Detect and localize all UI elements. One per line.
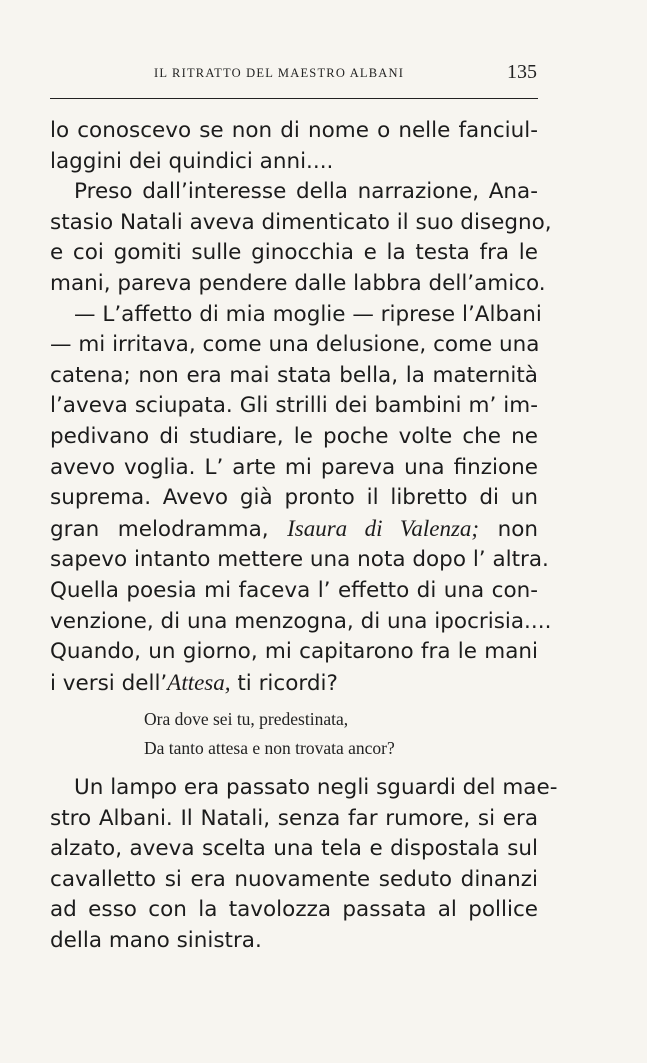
text-line: stro Albani. Il Natali, senza far rumore, si era <box>50 805 538 831</box>
text-segment: i versi dell’ <box>50 670 168 696</box>
verse-line: Ora dove sei tu, predestinata, <box>144 709 349 729</box>
text-line: avevo voglia. L’ arte mi pareva una finzione <box>50 454 538 480</box>
text-line: della mano sinistra. <box>50 927 262 953</box>
text-line: catena; non era mai stata bella, la maternità <box>50 362 538 388</box>
text-line: lo conoscevo se non di nome o nelle fanciul- <box>50 118 538 143</box>
verse-line: Da tanto attesa e non trovata ancor? <box>144 738 395 758</box>
text-line: stasio Natali aveva dimenticato il suo disegno, <box>50 209 552 235</box>
text-line: — mi irritava, come una delusione, come una <box>50 332 540 358</box>
paragraph-block-1 <box>50 116 552 699</box>
paragraph-block-2 <box>50 773 558 957</box>
text-segment: non <box>497 516 538 542</box>
text-line: pedivano di studiare, le poche volte che ne <box>50 423 538 449</box>
text-line: — L’affetto di mia moglie — riprese l’Albani <box>74 301 542 327</box>
text-line: alzato, aveva scelta una tela e dispostala sul <box>50 836 538 862</box>
text-line: cavalletto si era nuovamente seduto dinanzi <box>50 866 538 892</box>
text-line: Quella poesia mi faceva l’ effetto di una con- <box>50 577 538 603</box>
text-line: e coi gomiti sulle ginocchia e la testa fra le <box>50 240 538 266</box>
text-segment: ti ricordi? <box>237 670 338 696</box>
text-line: Preso dall’interesse della narrazione, Ana- <box>74 179 538 205</box>
text-line <box>50 514 538 546</box>
text-line: l’aveva sciupata. Gli strilli dei bambini m’ im- <box>50 393 538 419</box>
running-title: IL RITRATTO DEL MAESTRO ALBANI <box>154 66 405 80</box>
text-line: mani, pareva pendere dalle labbra dell’amico. <box>50 270 546 296</box>
text-line: venzione, di una menzogna, di una ipocrisia.... <box>50 608 552 634</box>
header-rule <box>50 98 538 99</box>
text-line: Un lampo era passato negli sguardi del mae- <box>74 775 558 800</box>
text-line <box>50 668 538 700</box>
verse-quotation <box>144 705 395 763</box>
page-number: 135 <box>507 61 537 83</box>
text-line: suprema. Avevo già pronto il libretto di un <box>50 485 538 511</box>
text-line: laggini dei quindici anni.... <box>50 148 334 174</box>
text-line: Quando, un giorno, mi capitarono fra le mani <box>50 639 538 665</box>
text-line: ad esso con la tavolozza passata al pollice <box>50 897 538 923</box>
poem-title: Attesa, <box>167 669 231 695</box>
text-line: sapevo intanto mettere una nota dopo l’ altra. <box>50 547 549 573</box>
opera-title: Isaura di Valenza; <box>287 515 480 541</box>
text-segment: gran melodramma, <box>50 516 269 542</box>
